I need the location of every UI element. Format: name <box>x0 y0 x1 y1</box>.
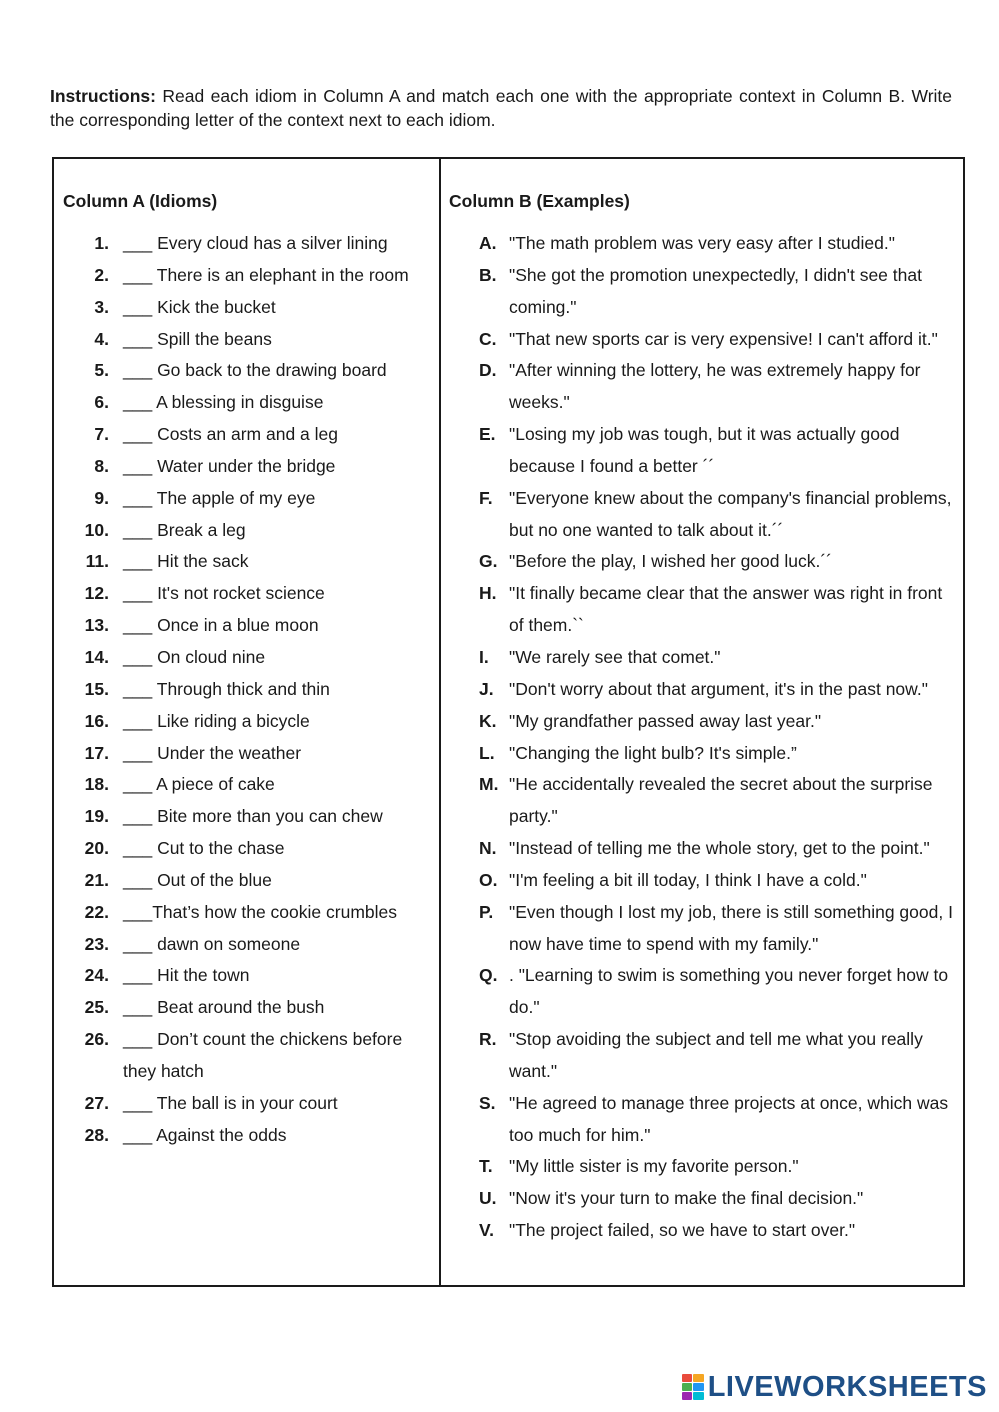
example-text: "My grandfather passed away last year." <box>509 710 822 731</box>
idiom-text: A piece of cake <box>152 774 275 795</box>
example-letter: O. <box>479 869 498 890</box>
idiom-item <box>54 355 439 387</box>
idiom-number: 25. <box>84 997 109 1018</box>
idiom-number: 9. <box>94 487 109 508</box>
idiom-text: It's not rocket science <box>152 583 325 604</box>
example-text: "He accidentally revealed the secret about the surprise party." <box>509 774 933 827</box>
idiom-text: Bite more than you can chew <box>152 806 383 827</box>
idiom-item <box>54 451 439 483</box>
example-item <box>441 1183 963 1215</box>
example-letter: C. <box>479 328 497 349</box>
answer-blank[interactable]: ___ <box>123 583 153 604</box>
example-letter: E. <box>479 424 496 445</box>
idiom-number: 13. <box>84 615 109 636</box>
idiom-number: 28. <box>84 1124 109 1145</box>
idiom-number: 8. <box>94 455 109 476</box>
answer-blank[interactable]: ___ <box>123 455 153 476</box>
logo-tile <box>682 1392 693 1400</box>
matching-table <box>52 157 965 1287</box>
idiom-text: On cloud nine <box>152 646 266 667</box>
idiom-item <box>54 260 439 292</box>
example-letter: I. <box>479 646 489 667</box>
logo-tile <box>682 1374 693 1382</box>
example-text: "After winning the lottery, he was extremely happy for weeks." <box>509 360 921 413</box>
example-item <box>441 355 963 419</box>
idiom-text: Spill the beans <box>152 328 272 349</box>
answer-blank[interactable]: ___ <box>123 392 153 413</box>
idiom-text: There is an elephant in the room <box>152 264 409 285</box>
answer-blank[interactable]: ___ <box>123 997 153 1018</box>
idiom-text: That’s how the cookie crumbles <box>152 901 397 922</box>
example-item <box>441 706 963 738</box>
example-letter: U. <box>479 1188 497 1209</box>
example-item <box>441 769 963 833</box>
idiom-number: 15. <box>84 678 109 699</box>
idiom-item <box>54 228 439 260</box>
example-letter: V. <box>479 1220 494 1241</box>
example-item <box>441 1151 963 1183</box>
example-item <box>441 833 963 865</box>
idiom-number: 19. <box>84 806 109 827</box>
idiom-item <box>54 801 439 833</box>
idiom-text: Don’t count the chickens before they hatch <box>123 1029 403 1081</box>
idiom-item <box>54 324 439 356</box>
answer-blank[interactable]: ___ <box>123 233 153 253</box>
example-text: "The math problem was very easy after I studied." <box>509 233 895 253</box>
idiom-item <box>54 292 439 324</box>
example-text: "It finally became clear that the answer was right in front of them.`` <box>509 583 943 636</box>
idiom-item <box>54 992 439 1024</box>
example-text: "Don't worry about that argument, it's in the past now." <box>509 678 928 699</box>
answer-blank[interactable]: ___ <box>123 901 153 922</box>
idiom-item <box>54 865 439 897</box>
example-text: "The project failed, so we have to start over." <box>509 1220 856 1241</box>
idiom-text: Out of the blue <box>152 869 272 890</box>
example-letter: Q. <box>479 965 498 986</box>
logo-text: LIVEWORKSHEETS <box>707 1370 987 1403</box>
example-text: "She got the promotion unexpectedly, I didn't see that coming." <box>509 264 922 317</box>
idiom-item <box>54 769 439 801</box>
answer-blank[interactable]: ___ <box>123 742 153 763</box>
idiom-item <box>54 929 439 961</box>
idiom-text: Hit the town <box>152 965 250 986</box>
idiom-text: Under the weather <box>152 742 302 763</box>
idiom-number: 2. <box>94 264 109 285</box>
example-text: "I'm feeling a bit ill today, I think I have a cold." <box>509 869 867 890</box>
example-list <box>441 228 963 1247</box>
idiom-item <box>54 515 439 547</box>
example-item <box>441 324 963 356</box>
example-item <box>441 483 963 547</box>
example-text: "We rarely see that comet." <box>509 646 721 667</box>
example-item <box>441 897 963 961</box>
example-letter: K. <box>479 710 497 731</box>
idiom-text: Cut to the chase <box>152 838 285 859</box>
idiom-item <box>54 833 439 865</box>
example-letter: P. <box>479 901 494 922</box>
example-letter: R. <box>479 1029 497 1050</box>
idiom-number: 16. <box>84 710 109 731</box>
answer-blank[interactable]: ___ <box>123 615 153 636</box>
example-item <box>441 419 963 483</box>
example-text: "That new sports car is very expensive! I can't afford it." <box>509 328 938 349</box>
idiom-text: dawn on someone <box>152 933 301 954</box>
idiom-number: 20. <box>84 838 109 859</box>
example-item <box>441 1215 963 1247</box>
idiom-text: Like riding a bicycle <box>152 710 310 731</box>
answer-blank[interactable]: ___ <box>123 487 153 508</box>
example-letter: G. <box>479 551 498 572</box>
idiom-number: 26. <box>84 1029 109 1050</box>
idiom-text: The ball is in your court <box>152 1092 338 1113</box>
idiom-number: 10. <box>84 519 109 540</box>
answer-blank[interactable]: ___ <box>123 1029 153 1050</box>
example-text: "He agreed to manage three projects at once, which was too much for him." <box>509 1092 949 1145</box>
example-letter: H. <box>479 583 497 604</box>
answer-blank[interactable]: ___ <box>123 869 153 890</box>
column-a-title: Column A (Idioms) <box>63 191 218 211</box>
idiom-number: 17. <box>84 742 109 763</box>
idiom-item <box>54 738 439 770</box>
idiom-number: 4. <box>94 328 109 349</box>
answer-blank[interactable]: ___ <box>123 519 153 540</box>
idiom-item <box>54 546 439 578</box>
answer-blank[interactable]: ___ <box>123 360 153 381</box>
example-letter: A. <box>479 233 497 253</box>
idiom-item <box>54 897 439 929</box>
answer-blank[interactable]: ___ <box>123 710 153 731</box>
idiom-item <box>54 1088 439 1120</box>
example-item <box>441 578 963 642</box>
idiom-number: 27. <box>84 1092 109 1113</box>
idiom-number: 5. <box>94 360 109 381</box>
idiom-text: Break a leg <box>152 519 246 540</box>
idiom-number: 18. <box>84 774 109 795</box>
idiom-list <box>54 228 439 1151</box>
answer-blank[interactable]: ___ <box>123 1092 153 1113</box>
instructions-text: Read each idiom in Column A and match each one with the appropriate context in Column B. Write the corresponding letter of the context next to each idiom. <box>50 86 952 130</box>
idiom-number: 23. <box>84 933 109 954</box>
answer-blank[interactable]: ___ <box>123 264 153 285</box>
example-letter: M. <box>479 774 499 795</box>
idiom-item <box>54 1120 439 1152</box>
answer-blank[interactable]: ___ <box>123 424 153 445</box>
idiom-item <box>54 674 439 706</box>
idiom-number: 22. <box>84 901 109 922</box>
answer-blank[interactable]: ___ <box>123 774 153 795</box>
column-b-title: Column B (Examples) <box>449 191 630 211</box>
example-letter: N. <box>479 838 497 859</box>
idiom-number: 3. <box>94 296 109 317</box>
idiom-item <box>54 642 439 674</box>
idiom-number: 14. <box>84 646 109 667</box>
logo-mark-icon <box>682 1374 704 1400</box>
example-letter: F. <box>479 487 493 508</box>
example-text: "Even though I lost my job, there is still something good, I now have time to spend with my family." <box>509 901 953 954</box>
answer-blank[interactable]: ___ <box>123 965 153 986</box>
idiom-item <box>54 1024 439 1088</box>
example-letter: S. <box>479 1092 496 1113</box>
instructions <box>50 84 952 132</box>
example-text: "Losing my job was tough, but it was actually good because I found a better ´´ <box>509 424 900 476</box>
example-text: "Instead of telling me the whole story, get to the point." <box>509 838 930 859</box>
example-letter: L. <box>479 742 495 763</box>
example-text: . "Learning to swim is something you never forget how to do." <box>509 965 949 1018</box>
example-item <box>441 546 963 578</box>
answer-blank[interactable]: ___ <box>123 328 153 349</box>
idiom-item <box>54 483 439 515</box>
idiom-item <box>54 610 439 642</box>
idiom-number: 24. <box>84 965 109 986</box>
idiom-text: Go back to the drawing board <box>152 360 387 381</box>
idiom-text: Every cloud has a silver lining <box>152 233 388 253</box>
logo-tile <box>682 1383 693 1391</box>
answer-blank[interactable]: ___ <box>123 838 153 859</box>
example-item <box>441 228 963 260</box>
answer-blank[interactable]: ___ <box>123 806 153 827</box>
example-text: "Now it's your turn to make the final decision." <box>509 1188 864 1209</box>
answer-blank[interactable]: ___ <box>123 933 153 954</box>
liveworksheets-logo <box>682 1370 987 1404</box>
idiom-text: Through thick and thin <box>152 678 330 699</box>
example-letter: J. <box>479 678 494 699</box>
example-letter: D. <box>479 360 497 381</box>
idiom-text: The apple of my eye <box>152 487 316 508</box>
example-letter: B. <box>479 264 497 285</box>
example-item <box>441 738 963 770</box>
idiom-number: 1. <box>94 233 109 253</box>
idiom-item <box>54 578 439 610</box>
idiom-text: A blessing in disguise <box>152 392 324 413</box>
example-text: "Everyone knew about the company's financial problems, but no one wanted to talk about it.´´ <box>509 487 952 540</box>
answer-blank[interactable]: ___ <box>123 551 153 572</box>
answer-blank[interactable]: ___ <box>123 1124 153 1145</box>
idiom-number: 21. <box>84 869 109 890</box>
logo-tile <box>693 1383 704 1391</box>
example-item <box>441 642 963 674</box>
example-item <box>441 1024 963 1088</box>
idiom-text: Once in a blue moon <box>152 615 319 636</box>
example-text: "My little sister is my favorite person." <box>509 1156 799 1177</box>
answer-blank[interactable]: ___ <box>123 646 153 667</box>
idiom-number: 12. <box>84 583 109 604</box>
idiom-item <box>54 706 439 738</box>
idiom-item <box>54 387 439 419</box>
example-item <box>441 674 963 706</box>
idiom-text: Kick the bucket <box>152 296 276 317</box>
idiom-text: Against the odds <box>152 1124 287 1145</box>
example-item <box>441 960 963 1024</box>
idiom-text: Hit the sack <box>152 551 249 572</box>
idiom-number: 7. <box>94 424 109 445</box>
logo-tile <box>693 1392 704 1400</box>
logo-tile <box>693 1374 704 1382</box>
answer-blank[interactable]: ___ <box>123 296 153 317</box>
example-item <box>441 1088 963 1152</box>
idiom-number: 6. <box>94 392 109 413</box>
instructions-label: Instructions: <box>50 86 156 106</box>
example-text: "Before the play, I wished her good luck.´´ <box>509 551 832 572</box>
idiom-item <box>54 960 439 992</box>
example-item <box>441 260 963 324</box>
example-item <box>441 865 963 897</box>
idiom-text: Beat around the bush <box>152 997 325 1018</box>
idiom-text: Costs an arm and a leg <box>152 424 338 445</box>
idiom-number: 11. <box>85 551 109 572</box>
example-text: "Stop avoiding the subject and tell me what you really want." <box>509 1029 923 1081</box>
example-text: "Changing the light bulb? It's simple.” <box>509 742 797 763</box>
answer-blank[interactable]: ___ <box>123 678 153 699</box>
idiom-text: Water under the bridge <box>152 455 336 476</box>
example-letter: T. <box>479 1156 493 1177</box>
idiom-item <box>54 419 439 451</box>
